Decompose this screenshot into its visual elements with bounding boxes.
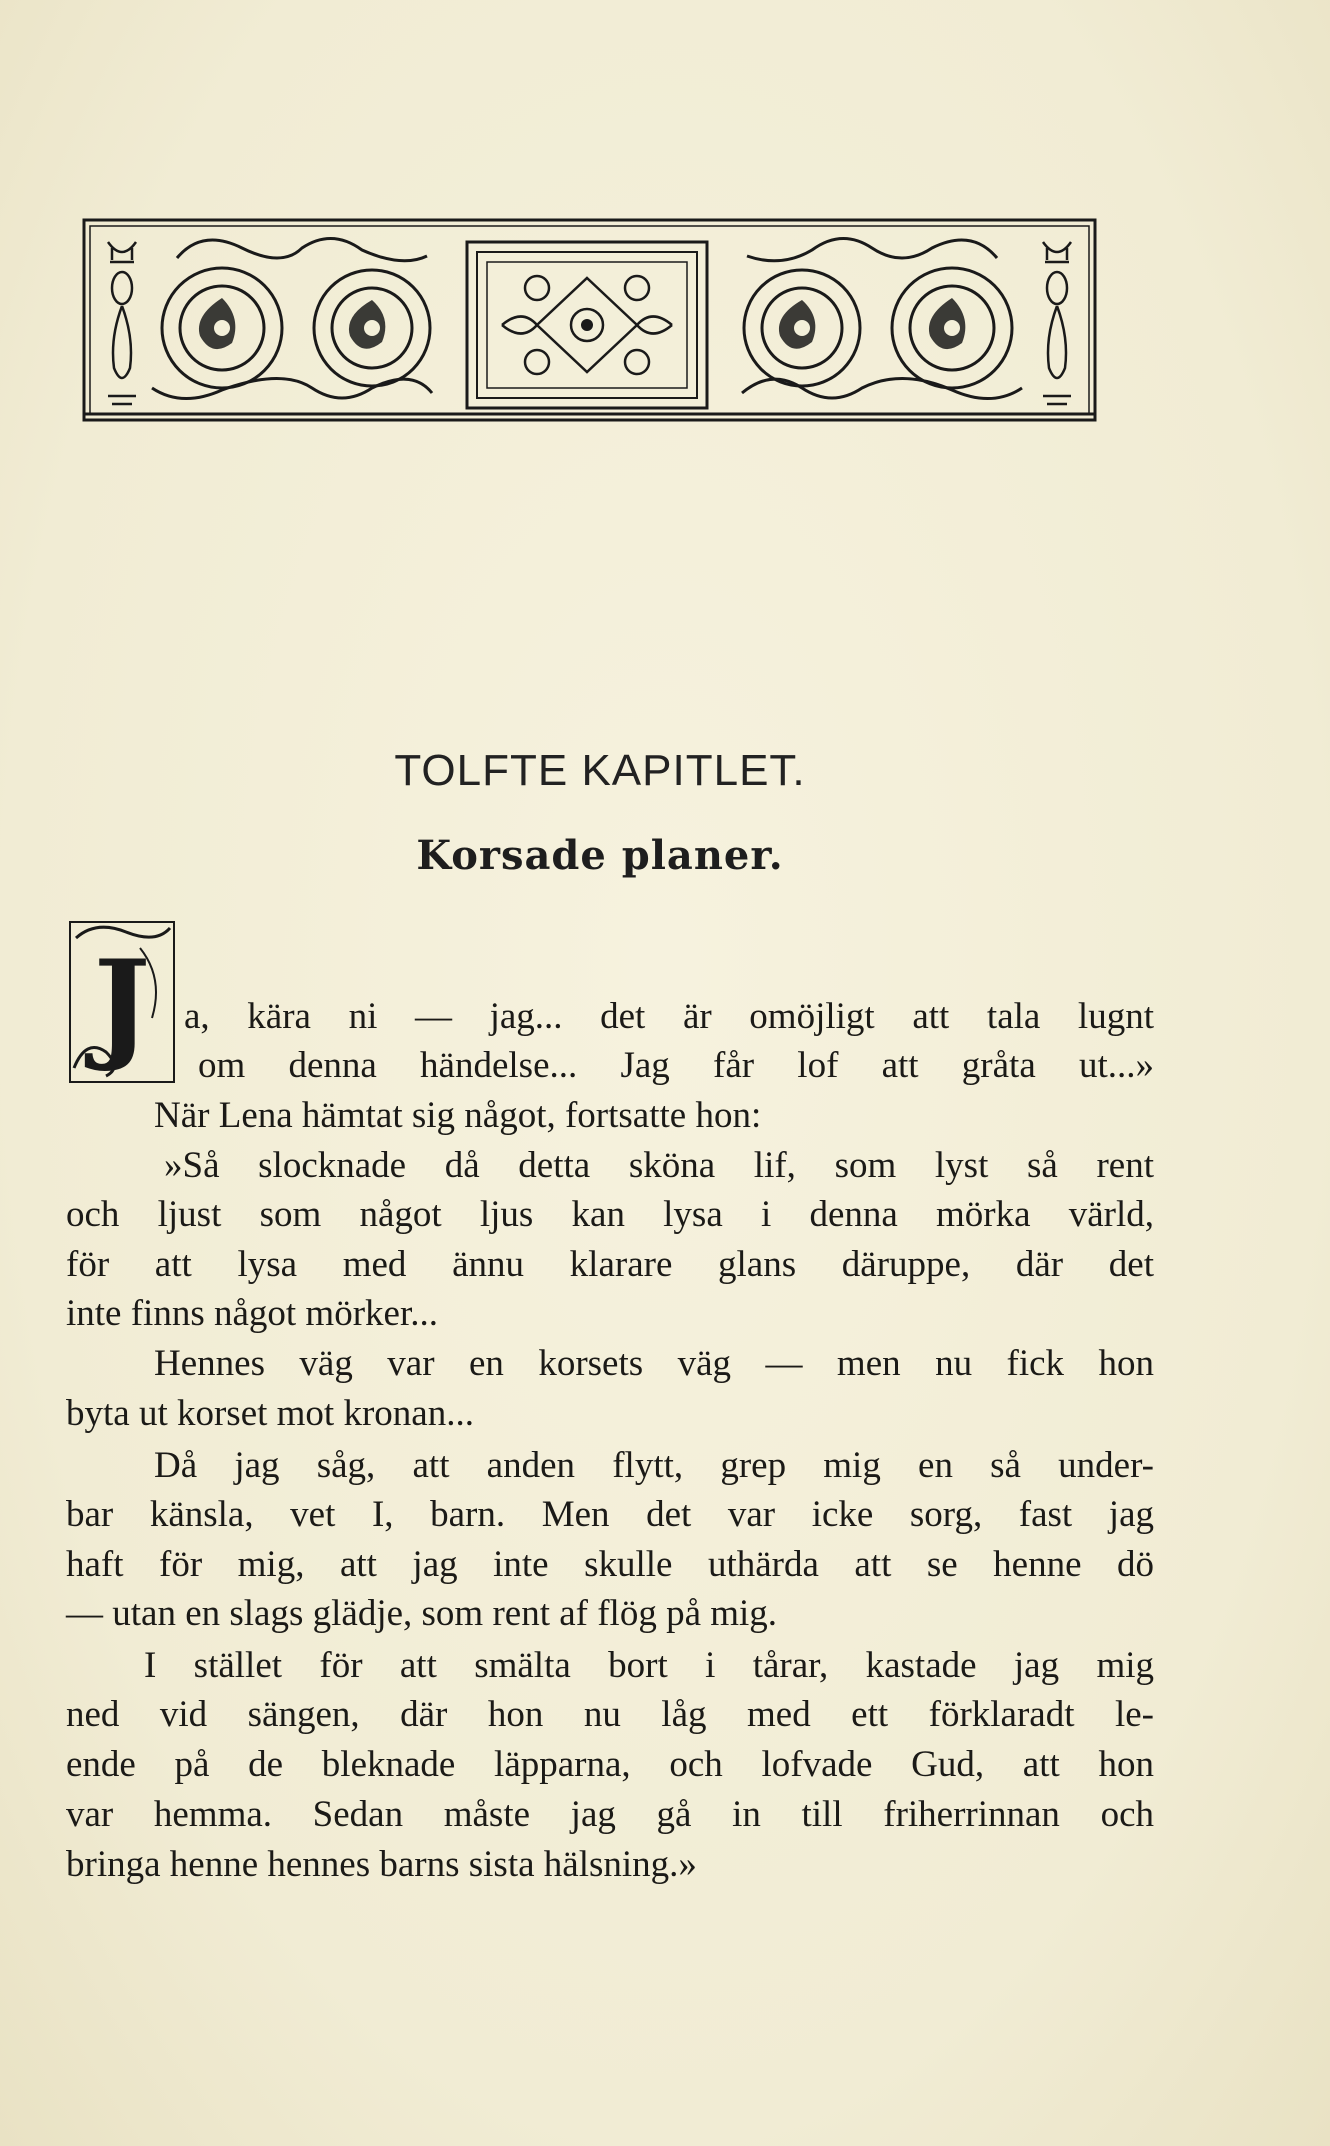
text-line: haft för mig, att jag inte skulle uthärda att se henne dö [66,1544,1154,1585]
text-line: — utan en slags glädje, som rent af flög på mig. [66,1593,778,1634]
text-line: bar känsla, vet I, barn. Men det var icke sorg, fast jag [66,1494,1154,1535]
chapter-title: Korsade planer. [416,832,784,879]
ornament-icon [82,218,1097,422]
ornamental-header-banner [82,218,1097,422]
text-line: byta ut korset mot kronan... [66,1393,474,1434]
text-line: ende på de bleknade läpparna, och lofvade Gud, att hon [66,1744,1154,1785]
text-line: När Lena hämtat sig något, fortsatte hon: [154,1095,762,1136]
text-line: och ljust som något ljus kan lysa i denna mörka värld, [66,1194,1154,1235]
drop-cap-icon [66,918,178,1086]
text-line: inte finns något mörker... [66,1293,438,1334]
text-line: a, kära ni — jag... det är omöjligt att tala lugnt [184,996,1154,1037]
drop-cap-initial [66,918,178,1086]
text-line: »Så slocknade då detta sköna lif, som lyst så rent [164,1145,1154,1186]
chapter-heading: TOLFTE KAPITLET. [394,746,806,795]
text-line: för att lysa med ännu klarare glans däruppe, där det [66,1244,1154,1285]
text-line: Hennes väg var en korsets väg — men nu fick hon [154,1343,1154,1384]
text-line: Då jag såg, att anden flytt, grep mig en så under- [154,1445,1154,1486]
text-line: bringa henne hennes barns sista hälsning.» [66,1844,697,1885]
text-line: om denna händelse... Jag får lof att gråta ut...» [198,1045,1154,1086]
text-line: ned vid sängen, där hon nu låg med ett förklaradt le- [66,1694,1154,1735]
drop-cap-letter: J [93,934,151,1075]
text-line: var hemma. Sedan måste jag gå in till friherrinnan och [66,1794,1154,1835]
text-line: I stället för att smälta bort i tårar, kastade jag mig [144,1645,1154,1686]
